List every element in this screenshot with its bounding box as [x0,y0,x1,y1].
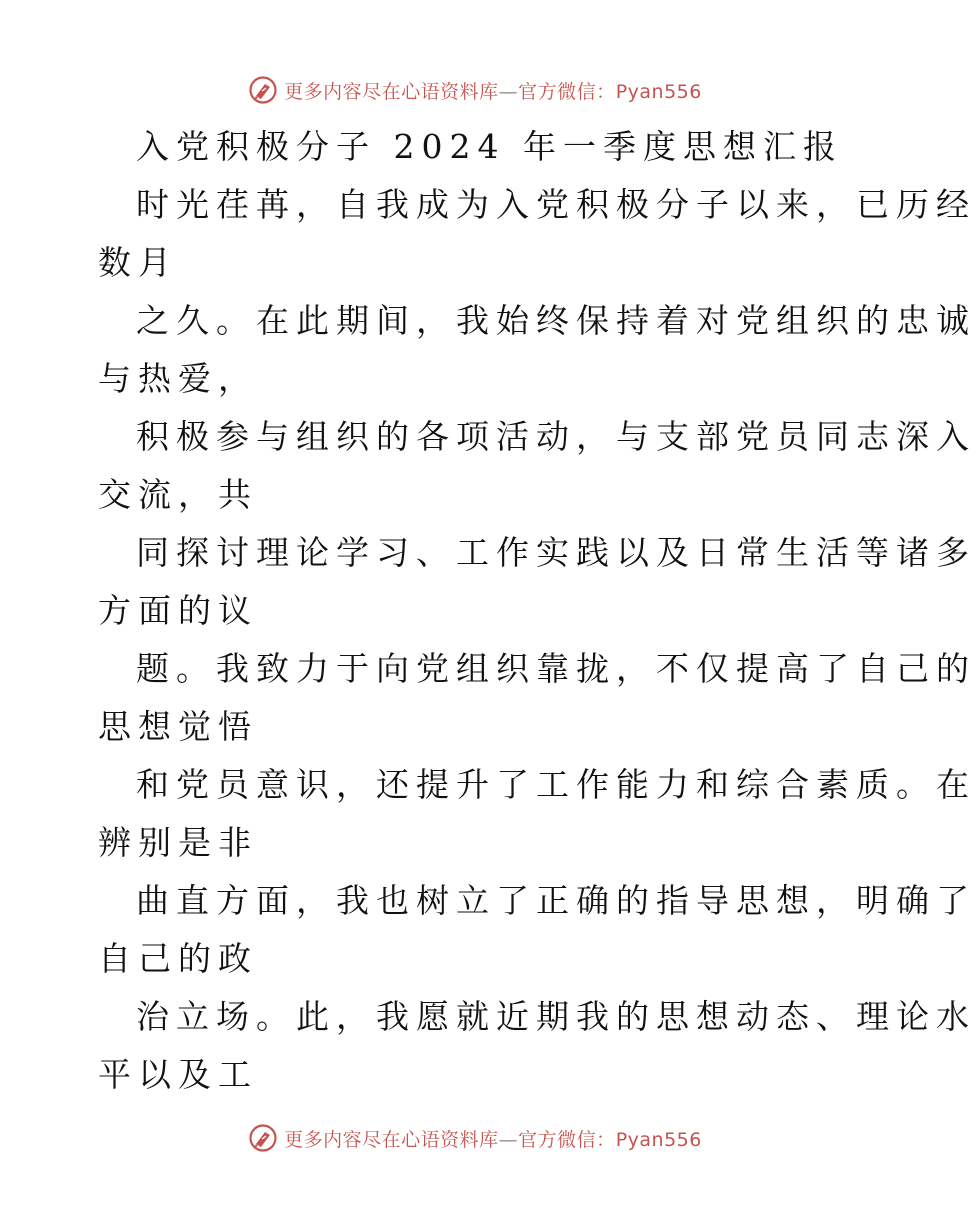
watermark-brand: 更多内容尽在心语资料库 [284,80,499,103]
footer-watermark [0,1118,950,1158]
watermark-wechat-id: Pyan556 [615,80,702,103]
document-line: 方面的议 [98,591,258,630]
document-body [98,118,976,1104]
watermark-wechat-label: 官方微信： [518,80,616,103]
document-line: 辨别是非 [98,823,258,862]
document-line: 和党员意识，还提升了工作能力和综合素质。在 [136,765,976,804]
document-line: 自己的政 [98,939,258,978]
document-line: 时光荏苒，自我成为入党积极分子以来，已历经 [136,185,976,224]
watermark-separator: — [498,80,519,103]
document-title: 入党积极分子 2024 年一季度思想汇报 [136,127,843,166]
document-line: 积极参与组织的各项活动，与支部党员同志深入 [136,417,976,456]
watermark-wechat-label: 官方微信： [518,1128,616,1151]
document-line: 与热爱， [98,359,258,398]
document-line: 曲直方面，我也树立了正确的指导思想，明确了 [136,881,976,920]
document-line: 思想觉悟 [98,707,258,746]
document-line: 同探讨理论学习、工作实践以及日常生活等诸多 [136,533,976,572]
watermark-separator: — [498,1128,519,1151]
pen-nib-circle-icon [248,75,278,105]
document-line: 之久。在此期间，我始终保持着对党组织的忠诚 [136,301,976,340]
document-line: 数月 [98,243,178,282]
watermark-brand: 更多内容尽在心语资料库 [284,1128,499,1151]
header-watermark [0,70,950,110]
document-line: 题。我致力于向党组织靠拢，不仅提高了自己的 [136,649,976,688]
document-line: 平以及工 [98,1055,258,1094]
document-line: 治立场。此，我愿就近期我的思想动态、理论水 [136,997,976,1036]
pen-nib-circle-icon [248,1123,278,1153]
document-line: 交流，共 [98,475,258,514]
watermark-text [284,1125,702,1152]
watermark-wechat-id: Pyan556 [615,1128,702,1151]
watermark-text [284,77,702,104]
document-lines [98,176,976,1104]
